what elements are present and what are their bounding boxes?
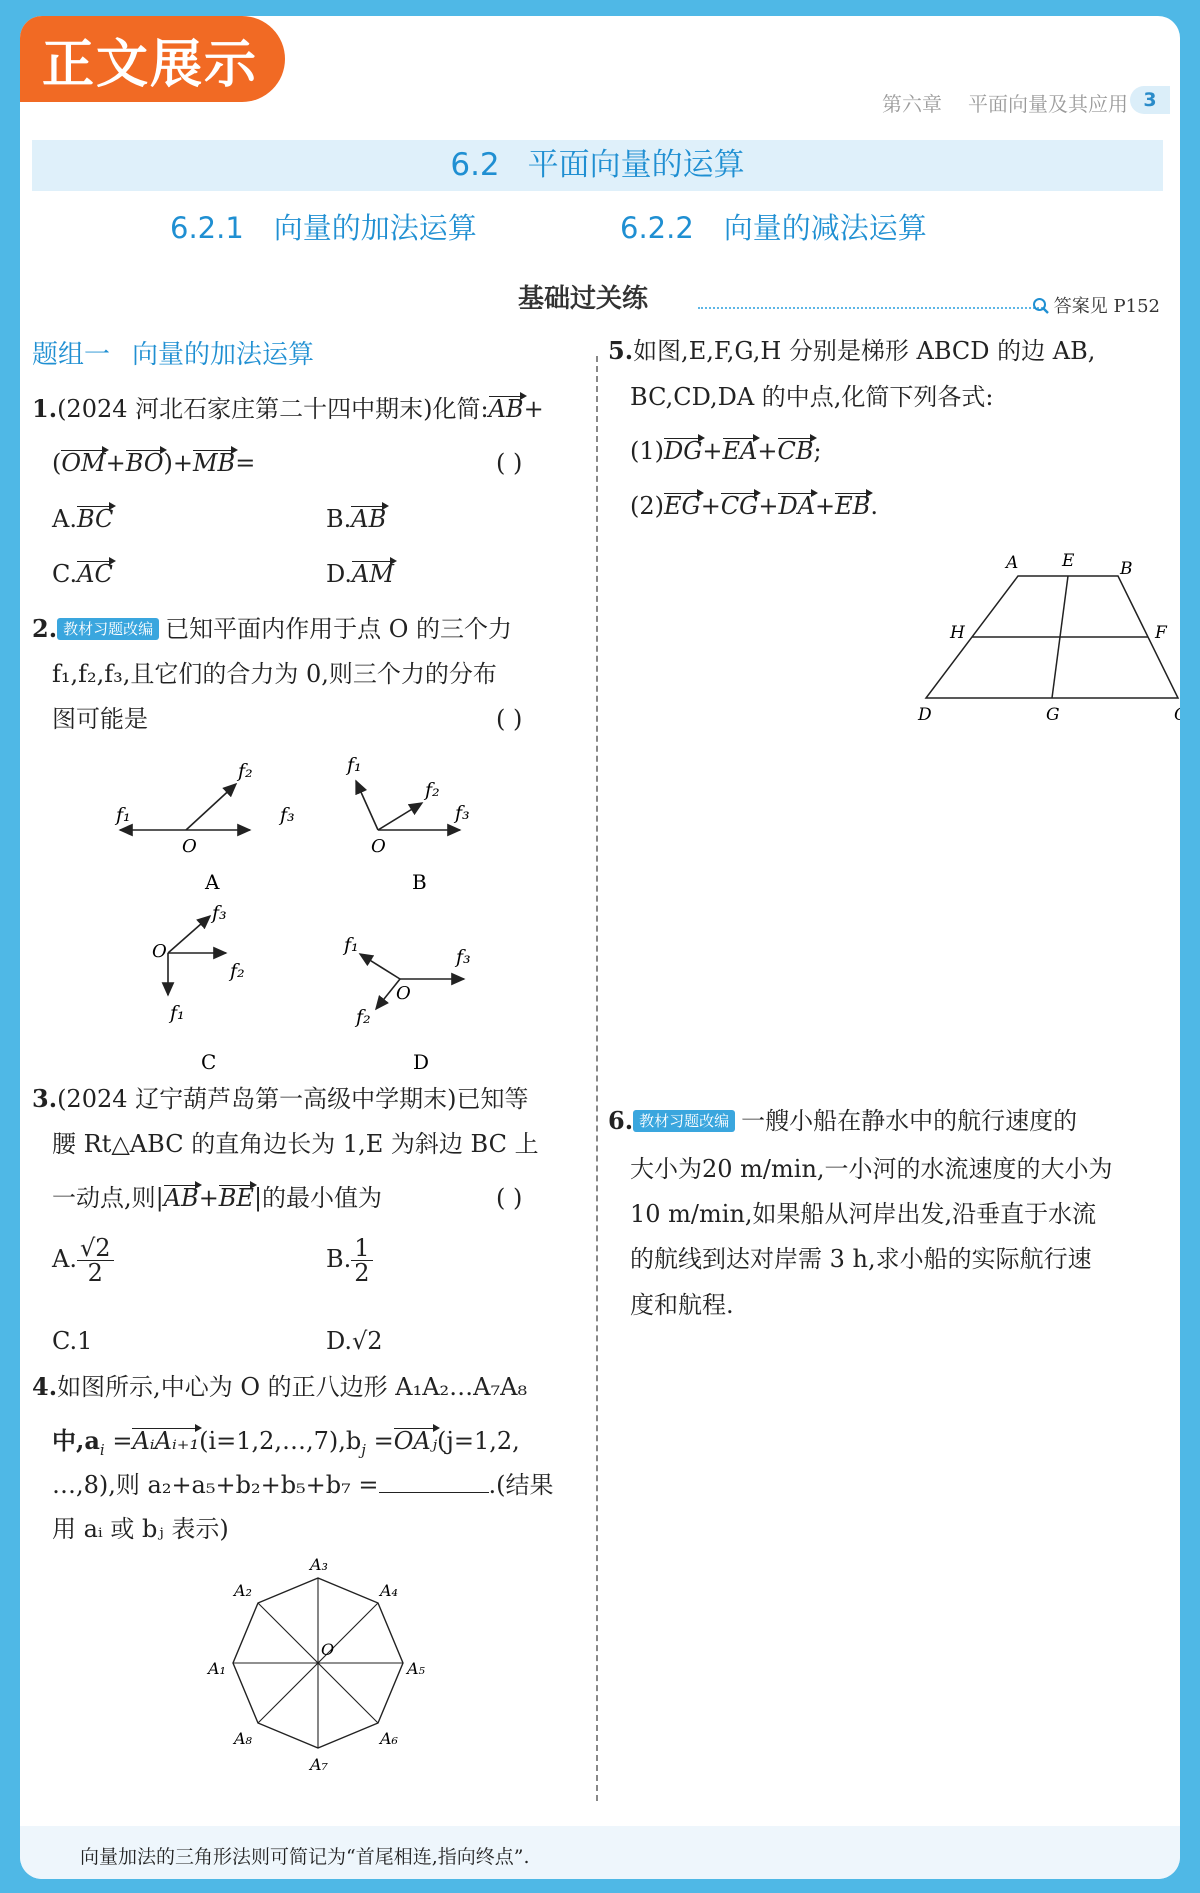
option-label: A. [52,1245,77,1273]
diagram-label-c: C [201,1050,217,1074]
octagon-diagonals [233,1578,403,1748]
subscript-j: j [361,1440,366,1459]
f1-label: f₁ [347,754,362,776]
q2-text1: 已知平面内作用于点 O 的三个力 [165,615,513,643]
origin-label: O [371,836,386,857]
practice-title: 基础过关练 [518,284,649,314]
q3-option-d: D.√2 [326,1327,383,1355]
q3-option-c: C.1 [52,1327,93,1355]
vector-ab: AB [488,395,524,423]
f3-label: f₃ [280,804,295,826]
force-diagram-a [114,760,295,894]
chapter-header [882,88,1128,117]
q5-line1 [608,336,1095,366]
answer-blank[interactable] [379,1472,489,1493]
q5-part2 [630,491,878,521]
q3-line1 [32,1084,529,1114]
f2-label: f₂ [356,1006,371,1028]
section-name: 平面向量的运算 [527,147,745,183]
part-label: (1) [630,437,664,465]
q4-line3 [52,1470,554,1500]
option-vector: AB [351,505,387,533]
q3-line3 [52,1183,382,1213]
q1-option-c [52,559,113,589]
group-title: 向量的加法运算 [132,340,315,370]
q4-text3a: …,8),则 a₂+a₅+b₂+b₅+b₇ = [52,1471,379,1499]
f3-label: f₃ [212,902,227,924]
f2-label: f₂ [230,960,245,982]
subsection-2-number: 6.2.2 [620,211,694,245]
option-vector: BC [76,505,114,533]
answer-reference-text: 答案见 P152 [1053,296,1160,317]
point-h: H [950,623,965,643]
q2-line3: 图可能是 [52,705,148,733]
vertex-a6: A₆ [380,1729,398,1748]
subsection-2-title: 向量的减法运算 [723,211,927,245]
vertex-a2: A₂ [234,1581,252,1600]
banner-text: 正文展示 [42,35,259,95]
page [20,16,1188,1879]
q4-line1 [32,1372,527,1402]
denominator: 2 [87,1259,103,1287]
vector-eb: EB [835,492,871,520]
subsection-2 [620,206,927,247]
q2-answer-paren: ( ) [496,705,523,733]
q6-text1: 一艘小船在静水中的航行速度的 [741,1107,1078,1135]
q1-option-b [326,504,386,534]
chapter-title: 平面向量及其应用 [968,92,1128,116]
option-vector: AM [352,560,394,588]
numerator: 1 [351,1236,372,1261]
q6-number: 6. [608,1106,634,1135]
answer-reference [1032,292,1160,318]
origin-label: O [396,983,411,1004]
point-f: F [1155,623,1167,643]
plus-sign: + [523,395,544,423]
f1-label: f₁ [170,1002,185,1024]
q3-text3b: |的最小值为 [253,1184,383,1212]
q3-text1: (2024 辽宁葫芦岛第一高级中学期末)已知等 [57,1085,529,1113]
q1-option-d [326,559,394,589]
vertex-a8: A₈ [234,1729,252,1748]
q3-option-b [326,1236,373,1285]
subsection-1 [170,206,477,247]
origin-label: O [182,836,197,857]
vector-eg: EG [664,492,701,520]
q5-number: 5. [608,336,634,365]
equals-sign: = [235,449,256,477]
vertex-a4: A₄ [380,1581,398,1600]
f3-label: f₃ [456,946,471,968]
force-diagram-c [152,902,245,1074]
q5-line2: BC,CD,DA 的中点,化简下列各式: [630,383,994,411]
vector-b: OAⱼ [393,1427,438,1455]
vertex-a1: A₁ [208,1659,226,1678]
q6-line3: 10 m/min,如果船从河岸出发,沿垂直于水流 [630,1200,1097,1228]
q1-line2 [52,448,255,478]
plus-sign: + [105,449,126,477]
q2-force-diagrams [100,751,530,1074]
point-g: G [1046,705,1060,725]
vector-da: DA [778,492,816,520]
point-e: E [1062,551,1075,571]
force-diagram-d [342,934,471,1074]
subscript-i: i [99,1440,105,1459]
denominator: 2 [354,1259,370,1287]
plus-sign: + [172,449,193,477]
banner [20,16,285,102]
search-icon [1032,297,1050,315]
point-c: C [1174,705,1188,725]
numerator: √2 [77,1236,114,1261]
octagon-figure [200,1555,440,1796]
q4-text2b: = [104,1427,133,1455]
q6-line5: 度和航程. [630,1291,734,1319]
f3-label: f₃ [455,802,470,824]
q4-text2a: 中,a [52,1426,100,1455]
center-label: O [321,1640,335,1659]
section-number: 6.2 [450,147,500,183]
dotted-rule [698,307,1043,309]
vector-be: BE [218,1184,254,1212]
q5-text1: 如图,E,F,G,H 分别是梯形 ABCD 的边 AB, [633,337,1096,365]
vertex-a3: A₃ [310,1555,328,1574]
subsection-1-number: 6.2.1 [170,211,244,245]
close-paren: ) [163,449,173,477]
page-number: 3 [1130,86,1170,114]
q6-line4: 的航线到达对岸需 3 h,求小船的实际航行速 [630,1245,1092,1273]
option-vector: AC [77,560,113,588]
diagram-label-a: A [205,870,220,894]
q3-line2: 腰 Rt△ABC 的直角边长为 1,E 为斜边 BC 上 [52,1130,539,1158]
vector-dg: DG [664,437,703,465]
q4-text1: 如图所示,中心为 O 的正八边形 A₁A₂…A₇A₈ [57,1373,528,1401]
point-a: A [1006,553,1019,573]
q4-text2d: = [365,1427,394,1455]
footer-note: 向量加法的三角形法则可简记为“首尾相连,指向终点”. [80,1846,530,1868]
option-label: C. [52,560,78,588]
q6-line1 [608,1106,1077,1136]
q4-number: 4. [32,1372,58,1401]
vector-ab: AB [163,1184,199,1212]
part-label: (2) [630,492,664,520]
q4-text2e: (j=1,2, [437,1427,520,1455]
trapezoid-figure [910,546,1188,726]
point-b: B [1120,559,1133,579]
group-label: 题组一 [32,340,111,370]
diagram-label-b: B [412,870,427,894]
origin-label: O [152,941,167,962]
q4-line4: 用 aᵢ 或 bⱼ 表示) [52,1515,229,1543]
fraction [351,1236,372,1285]
open-paren: ( [52,449,62,477]
plus-sign: + [758,492,779,520]
q4-text2c: (i=1,2,…,7),b [199,1427,362,1455]
q2-line1 [32,614,512,644]
vector-om: OM [61,449,106,477]
vector-mb: MB [192,449,236,477]
plus-sign: + [700,492,721,520]
vertex-a7: A₇ [310,1755,328,1774]
vector-a: AᵢAᵢ₊₁ [132,1427,200,1455]
option-label: D. [326,560,353,588]
q6-line2: 大小为20 m/min,一小河的水流速度的大小为 [630,1155,1113,1183]
plus-sign: + [815,492,836,520]
q1-option-a [52,504,113,534]
q5-part1 [630,436,822,466]
q1-line1 [32,394,544,424]
punctuation: ; [813,437,822,465]
f2-label: f₂ [425,779,440,801]
plus-sign: + [702,437,723,465]
textbook-tag: 教材习题改编 [633,1110,735,1132]
vector-bo: BO [125,449,164,477]
vector-ea: EA [722,437,758,465]
vector-cg: CG [720,492,759,520]
plus-sign: + [198,1184,219,1212]
plus-sign: + [757,437,778,465]
q4-line2 [52,1426,520,1465]
textbook-tag: 教材习题改编 [57,618,159,640]
option-label: A. [52,505,77,533]
group-heading [32,334,314,371]
q3-text3a: 一动点,则| [52,1184,164,1212]
subsection-1-title: 向量的加法运算 [273,211,477,245]
q3-answer-paren: ( ) [496,1184,523,1212]
q2-line2: f₁,f₂,f₃,且它们的合力为 0,则三个力的分布 [52,660,497,688]
section-title [32,140,1163,191]
option-label: B. [326,505,352,533]
fraction [77,1236,114,1285]
q1-source: (2024 河北石家庄第二十四中期末)化简: [57,395,489,423]
q3-number: 3. [32,1084,58,1113]
vector-cb: CB [777,437,814,465]
option-label: B. [326,1245,352,1273]
q1-answer-paren: ( ) [496,449,523,477]
q2-number: 2. [32,614,58,643]
f1-label: f₁ [116,804,131,826]
point-d: D [918,705,932,725]
q4-text3b: .(结果 [488,1471,554,1499]
q1-number: 1. [32,394,58,423]
punctuation: . [870,492,878,520]
q3-option-a [52,1236,114,1285]
f2-label: f₂ [238,760,253,782]
chapter-number: 第六章 [882,92,942,116]
diagram-label-d: D [413,1050,430,1074]
force-diagram-b [345,754,470,894]
column-divider [596,356,598,1801]
f1-label: f₁ [344,934,359,956]
vertex-a5: A₅ [407,1659,425,1678]
